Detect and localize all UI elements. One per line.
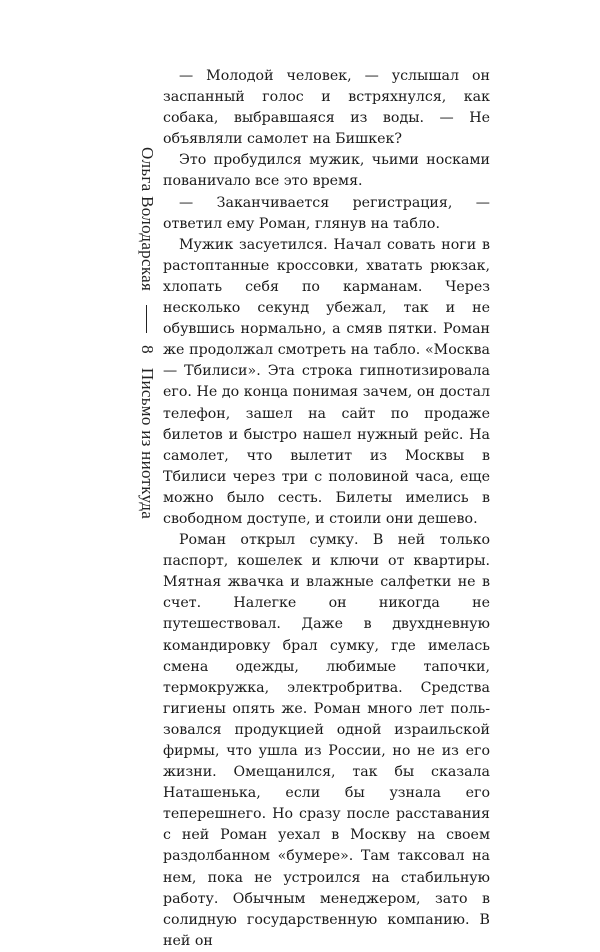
paragraph: Роман открыл сумку. В ней только паспорт, кошелек и ключи от квартиры. Мятная жвачка и влажные салфетки не в счет. Налегке он никогда не путешествовал. Даже в двухдневную командировку брал сумку, где имелась смена одежды, любимые тапочки, термокружка, электробритва. Средства гигиены опять же. Роман много лет пользовался продукцией одной израильской фирмы, что ушла из России, но не из его жизни. Омещанился, так бы сказала Наташенька, если бы узнала его теперешнего. Но сразу после расставания с ней Роман уехал в Москву на своем раздолбанном «бумере». Там таксовал на нем, пока не устроился на стабильную работу. Обычным менеджером, зато в солидную государственную компанию. В ней он [163, 532, 490, 949]
paragraph: — Заканчивается регистрация, — ответил ему Роман, глянув на табло. [163, 194, 490, 232]
page-number: 8 [138, 345, 157, 354]
running-header [135, 145, 159, 705]
body-text [163, 66, 490, 952]
header-divider [147, 305, 148, 333]
author-name: Ольга Володарская [138, 147, 157, 292]
paragraph: Мужик засуетился. Начал совать ноги в растоптанные кроссовки, хватать рюкзак, хлопать себя по карманам. Через несколько секунд убежал, так и не обувшись нормально, а смяв пятки. Роман же продолжал смотреть на табло. «Москва — Тбилиси». Эта строка гипнотизировала его. Не до конца понимая зачем, он достал телефон, зашел на сайт по продаже билетов и быстро нашел нужный рейс. На самолет, что вылетит из Москвы в Тбилиси через три с половиной часа, еще можно было сесть. Билеты имелись в свободном доступе, и стоили они дешево. [163, 236, 490, 527]
paragraph: Это пробудился мужик, чьими носками пованиvало все это время. [163, 152, 490, 190]
paragraph: — Молодой человек, — услышал он заспанный голос и встряхнулся, как собака, выбравшаяся из воды. — Не объявляли самолет на Бишкек? [163, 68, 490, 148]
book-title: Письмо из ниоткуда [138, 367, 157, 520]
